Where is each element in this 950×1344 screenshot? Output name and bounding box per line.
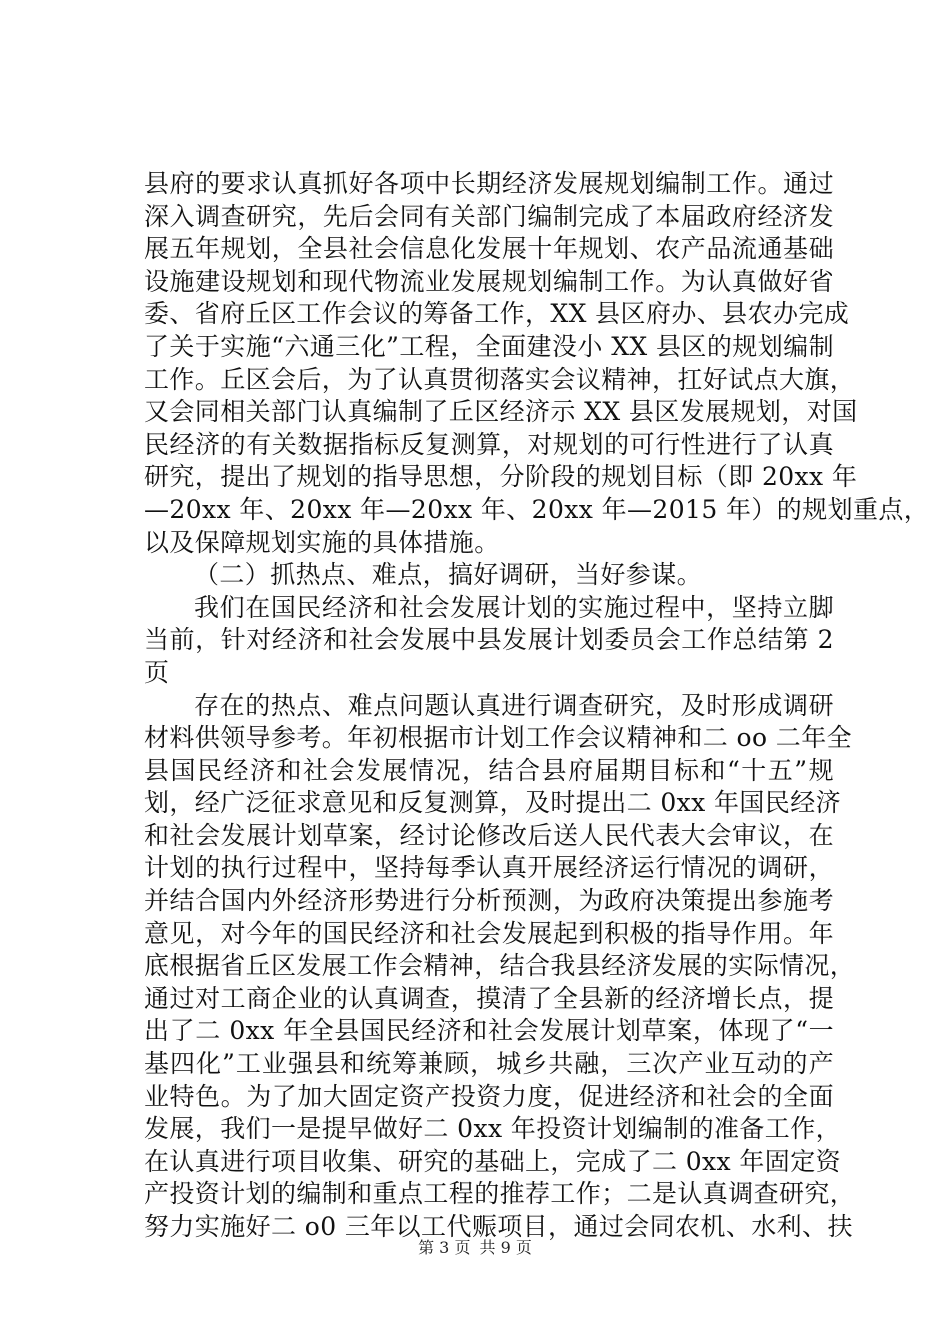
text-line: 我们在国民经济和社会发展计划的实施过程中，坚持立脚 — [194, 592, 834, 622]
text-line: 以及保障规划实施的具体措施。 — [144, 527, 500, 557]
paragraph — [144, 559, 834, 592]
text-line: 民经济的有关数据指标反复测算，对规划的可行性进行了认真 — [144, 429, 834, 459]
text-line: 在认真进行项目收集、研究的基础上，完成了二 0xx 年固定资 — [144, 1146, 841, 1176]
text-line: 了关于实施“六通三化”工程，全面建没小 XX 县区的规划编制 — [144, 331, 834, 361]
paragraph — [144, 592, 834, 690]
text-line: 存在的热点、难点问题认真进行调查研究，及时形成调研 — [194, 690, 834, 720]
text-line: 意见，对今年的国民经济和社会发展起到积极的指导作用。年 — [144, 918, 834, 948]
text-line: 当前，针对经济和社会发展中县发展计划委员会工作总结第 2 — [144, 625, 834, 655]
page-footer — [0, 1238, 950, 1258]
text-line: 县府的要求认真抓好各项中长期经济发展规划编制工作。通过 — [144, 169, 834, 198]
text-line: 基四化”工业强县和统筹兼顾，城乡共融，三次产业互动的产 — [144, 1049, 834, 1079]
paragraph — [144, 690, 856, 1244]
text-line: 又会同相关部门认真编制了丘区经济示 XX 县区发展规划，对国 — [144, 397, 858, 427]
text-line: 业特色。为了加大固定资产投资力度，促进经济和社会的全面 — [144, 1081, 834, 1111]
text-line: 通过对工商企业的认真调查，摸清了全县新的经济增长点，提 — [144, 983, 834, 1013]
document-body — [144, 168, 930, 1244]
text-line: 工作。丘区会后，为了认真贯彻落实会议精神，扛好试点大旗， — [144, 364, 856, 394]
text-line: 出了二 0xx 年全县国民经济和社会发展计划草案，体现了“一 — [144, 1016, 834, 1046]
text-line: （二）抓热点、难点，搞好调研，当好参谋。 — [194, 560, 703, 590]
text-line: 底根据省丘区发展工作会精神，结合我县经济发展的实际情况， — [144, 951, 856, 981]
text-line: 产投资计划的编制和重点工程的推荐工作；二是认真调查研究， — [144, 1179, 856, 1209]
text-line: 计划的执行过程中，坚持每季认真开展经济运行情况的调研， — [144, 853, 834, 883]
text-line: 努力实施好二 o0 三年以工代赈项目，通过会同农机、水利、扶 — [144, 1212, 853, 1241]
text-line: 展五年规划，全县社会信息化发展十年规划、农产品流通基础 — [144, 234, 834, 264]
text-line: —20xx 年、20xx 年—20xx 年、20xx 年—2015 年）的规划重点， — [144, 494, 930, 524]
text-line: 页 — [144, 657, 170, 687]
text-line: 并结合国内外经济形势进行分析预测，为政府决策提出参施考 — [144, 886, 834, 916]
text-line: 和社会发展计划草案，经讨论修改后送人民代表大会审议，在 — [144, 820, 834, 850]
paragraph — [144, 168, 930, 559]
text-line: 委、省府丘区工作会议的筹备工作，XX 县区府办、县农办完成 — [144, 299, 850, 329]
text-line: 研究，提出了规划的指导思想，分阶段的规划目标（即 20xx 年 — [144, 462, 858, 492]
text-line: 县国民经济和社会发展情况，结合县府届期目标和“十五”规 — [144, 755, 834, 785]
text-line: 发展，我们一是提早做好二 0xx 年投资计划编制的准备工作， — [144, 1114, 841, 1144]
text-line: 设施建设规划和现代物流业发展规划编制工作。为认真做好省 — [144, 266, 834, 296]
page-number: 第 3 页 — [418, 1238, 471, 1257]
text-line: 材料供领导参考。年初根据市计划工作会议精神和二 oo 二年全 — [144, 723, 852, 753]
text-line: 深入调查研究，先后会同有关部门编制完成了本届政府经济发 — [144, 201, 834, 231]
text-line: 划，经广泛征求意见和反复测算，及时提出二 0xx 年国民经济 — [144, 788, 841, 818]
page-total: 共 9 页 — [479, 1238, 532, 1257]
